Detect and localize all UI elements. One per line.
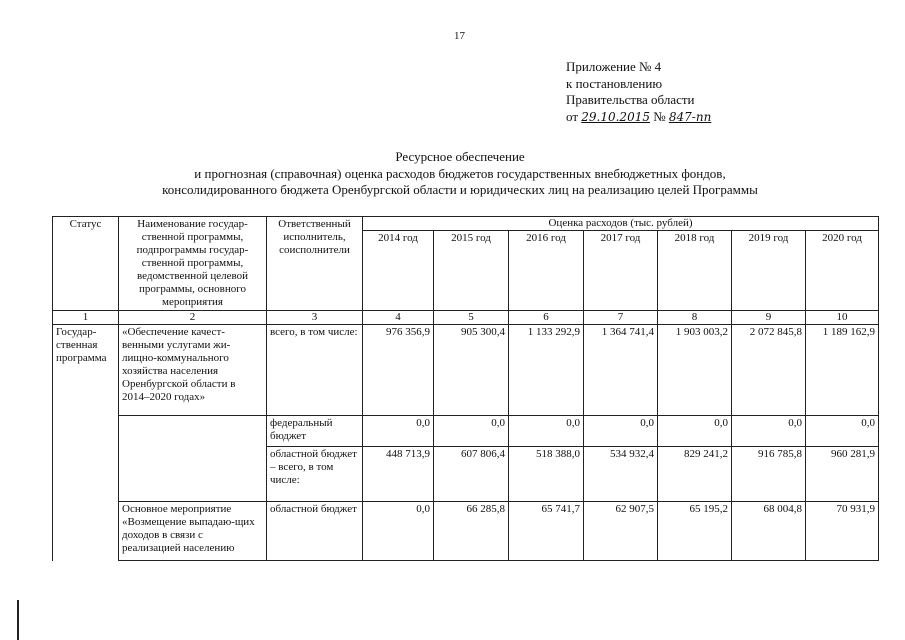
name-cell: «Обеспечение качест-венными услугами жи-лищно-коммунального хозяйства населения Оренбургской области в 2014–2020 годах» [119,325,267,416]
value-cell: 448 713,9 [363,447,434,502]
appendix-date-line [566,109,711,126]
appendix-header [566,59,711,125]
header-year: 2017 год [584,231,658,311]
value-cell: 0,0 [509,416,584,447]
value-cell: 0,0 [584,416,658,447]
responsible-cell: областной бюджет – всего, в том числе: [267,447,363,502]
column-number: 2 [119,311,267,325]
appendix-line-1: Приложение № 4 [566,59,662,74]
value-cell: 1 133 292,9 [509,325,584,416]
header-row-1 [53,217,879,231]
value-cell: 518 388,0 [509,447,584,502]
column-number: 4 [363,311,434,325]
document-title [100,149,820,199]
date-prefix: от [566,108,579,124]
column-number: 9 [732,311,806,325]
value-cell: 905 300,4 [434,325,509,416]
responsible-cell: федеральный бюджет [267,416,363,447]
appendix-line-3: Правительства области [566,92,695,107]
value-cell: 70 931,9 [806,502,879,561]
number-prefix: № [653,108,666,124]
value-cell: 2 072 845,8 [732,325,806,416]
value-cell: 1 189 162,9 [806,325,879,416]
value-cell: 0,0 [434,416,509,447]
title-line-1: Ресурсное обеспечение [395,149,525,164]
value-cell: 976 356,9 [363,325,434,416]
value-cell: 607 806,4 [434,447,509,502]
value-cell: 0,0 [363,502,434,561]
column-number: 7 [584,311,658,325]
value-cell: 66 285,8 [434,502,509,561]
scan-edge-line [17,600,19,640]
header-year: 2014 год [363,231,434,311]
table-row [53,502,879,561]
value-cell: 829 241,2 [658,447,732,502]
value-cell: 0,0 [658,416,732,447]
resource-table [52,216,879,561]
header-year: 2019 год [732,231,806,311]
responsible-cell: областной бюджет [267,502,363,561]
column-number: 3 [267,311,363,325]
value-cell: 0,0 [363,416,434,447]
value-cell: 916 785,8 [732,447,806,502]
column-number: 5 [434,311,509,325]
table-row [53,416,879,447]
column-number: 8 [658,311,732,325]
header-year: 2020 год [806,231,879,311]
value-cell: 0,0 [806,416,879,447]
value-cell: 1 364 741,4 [584,325,658,416]
status-cell: Государ-ственная программа [53,325,119,561]
header-status: Статус [53,217,119,311]
column-number: 1 [53,311,119,325]
value-cell: 960 281,9 [806,447,879,502]
title-line-2: и прогнозная (справочная) оценка расходов бюджетов государственных внебюджетных фондов, [194,165,726,181]
page-number: 17 [454,30,465,42]
header-year: 2018 год [658,231,732,311]
value-cell: 62 907,5 [584,502,658,561]
header-name: Наименование государ-ственной программы, подпрограммы государ-ственной программы, ведомственной целевой программы, основного мероприятия [119,217,267,311]
header-year: 2016 год [509,231,584,311]
header-estimate: Оценка расходов (тыс. рублей) [363,217,879,231]
table-row [53,325,879,416]
value-cell: 0,0 [732,416,806,447]
column-number-row [53,311,879,325]
column-number: 10 [806,311,879,325]
responsible-cell: всего, в том числе: [267,325,363,416]
handwritten-date: 29.10.2015 [581,109,650,124]
header-year: 2015 год [434,231,509,311]
value-cell: 534 932,4 [584,447,658,502]
title-line-3: консолидированного бюджета Оренбургской области и юридических лиц на реализацию целей Программы [162,182,758,197]
value-cell: 65 195,2 [658,502,732,561]
name-cell: Основное мероприятие «Возмещение выпадаю-щих доходов в связи с реализацией населению [119,502,267,561]
column-number: 6 [509,311,584,325]
name-cell [119,416,267,502]
appendix-line-2: к постановлению [566,75,663,91]
value-cell: 65 741,7 [509,502,584,561]
handwritten-number: 847-пп [668,109,712,124]
value-cell: 68 004,8 [732,502,806,561]
header-responsible: Ответственный исполнитель, соисполнители [267,217,363,311]
value-cell: 1 903 003,2 [658,325,732,416]
